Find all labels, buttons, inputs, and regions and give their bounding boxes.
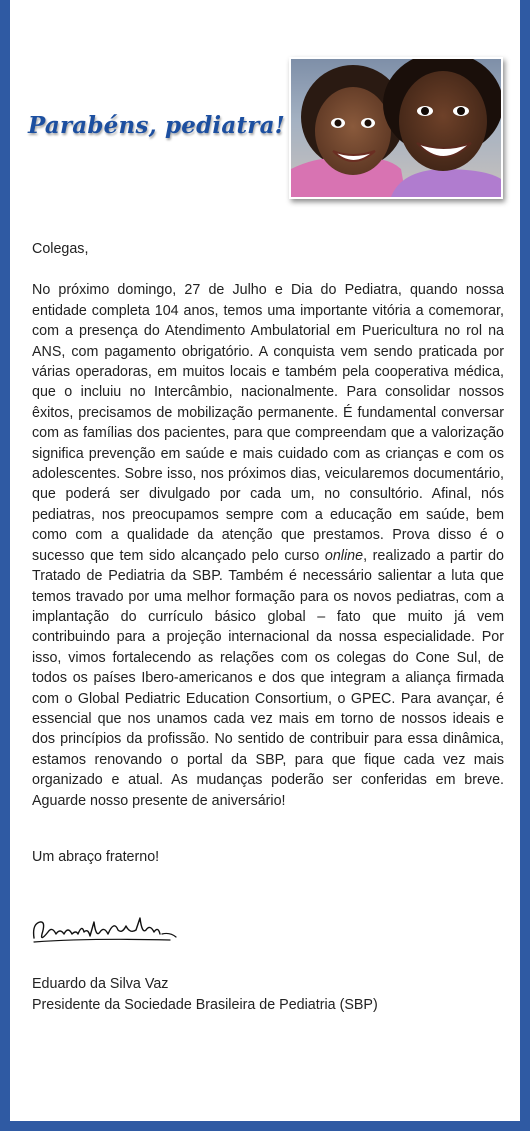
children-photo [289,57,503,199]
handwritten-signature [30,904,180,950]
signatory-name: Eduardo da Silva Vaz [32,976,169,992]
signature-icon [30,904,180,950]
letter-paragraph-part-1: No próximo domingo, 27 de Julho e Dia do Pediatra, quando nossa entidade completa 104 anos, temos uma importante vitória a comemorar, com a presença do Atendimento Ambulatorial em Puericultura no rol na ANS, com pagamento obrigatório. A conquista vem sendo praticada por várias operadoras, em muitos locais e também pela cooperativa médica, que o incluiu no Intercâmbio, nacionalmente. Para consolidar nossos êxitos, precisamos de mobilização permanente. É fundamental conversar com as famílias dos pacientes, para que compreendam que a valorização significa prevenção em saúde e mais cuidado com as crianças e com os adolescentes. Sobre isso, nos próximos dias, veicularemos documentário, que poderá ser divulgado por cada um, no consultório. Afinal, nós pediatras, nos preocupamos sempre com a educação em saúde, bem como com a qualidade da atenção que prestamos. Prova disso é o sucesso que tem sido alcançado pelo curso [32,282,504,564]
letter-body [32,239,504,867]
children-photo-illustration [291,59,501,197]
page-title: Parabéns, pediatra! [28,112,285,139]
letter-paragraph-italic: online [324,547,364,564]
letter-greeting: Colegas, [32,241,89,257]
signatory-role: Presidente da Sociedade Brasileira de Pediatria (SBP) [32,997,378,1013]
letter-paragraph [32,280,504,811]
letter-paragraph-part-2: , realizado a partir do Tratado de Pediatria da SBP. Também é necessário salientar a luta que temos travado por uma melhor formação para os novos pediatras, com a implantação do currículo básico global – fato que muito já vem contribuindo para a projeção internacional da nossa especialidade. Por isso, vimos fortalecendo as relações com os colegas do Cone Sul, de todos os países Ibero-americanos e dos que integram a aliança firmada com o Global Pediatric Education Consortium, o GPEC. Para avançar, é essencial que nos unamos cada vez mais em torno de nossos ideais e dos princípios da profissão. No sentido de contribuir para essa dinâmica, estamos renovando o portal da SBP, para que fique cada vez mais organizado e atual. As mudanças poderão ser conferidas em breve. Aguarde nosso presente de aniversário! [32,547,504,809]
letter-closing: Um abraço fraterno! [32,848,160,865]
letter-page [10,0,520,1121]
